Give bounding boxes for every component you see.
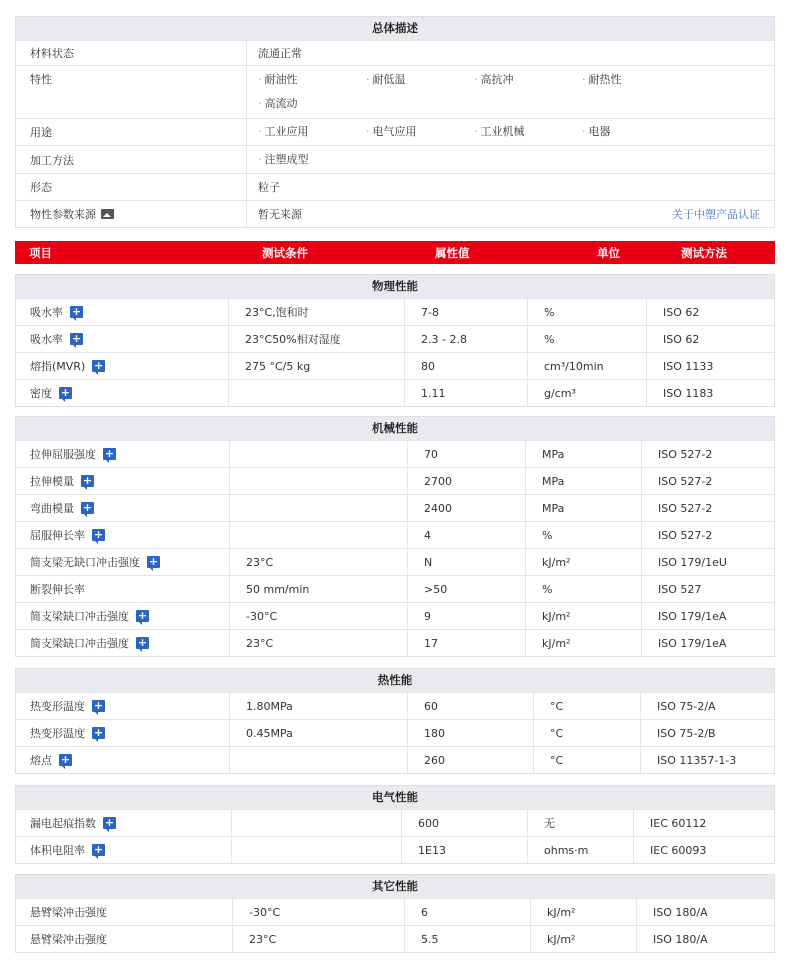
column-header-condition: 测试条件 bbox=[262, 245, 308, 260]
method-text: ISO 1133 bbox=[663, 359, 714, 373]
cell-unit bbox=[533, 720, 640, 746]
unit-text: °C bbox=[550, 726, 564, 740]
condition-text: 23°C50%相对湿度 bbox=[245, 333, 341, 346]
expand-plus-icon[interactable]: + bbox=[60, 386, 71, 399]
cell-method bbox=[641, 468, 774, 494]
item-text: 拉伸模量 bbox=[30, 475, 74, 488]
cell-condition bbox=[229, 441, 407, 467]
item-text: 体积电阻率 bbox=[30, 844, 85, 857]
property-row bbox=[16, 521, 774, 548]
cell-condition bbox=[228, 380, 404, 406]
value-text: 60 bbox=[424, 699, 438, 713]
overview-label: 用途 bbox=[16, 119, 247, 145]
section-physical bbox=[15, 274, 775, 407]
cell-unit bbox=[525, 495, 641, 521]
item-text: 简支梁缺口冲击强度 bbox=[30, 637, 129, 650]
method-text: ISO 180/A bbox=[653, 932, 708, 946]
cell-item bbox=[16, 810, 231, 836]
overview-row-uses bbox=[16, 118, 774, 145]
value-text: 5.5 bbox=[421, 932, 439, 946]
cell-item bbox=[16, 693, 229, 719]
section-title: 机械性能 bbox=[16, 417, 774, 440]
value-text: 9 bbox=[424, 609, 431, 623]
condition-text: 1.80MPa bbox=[246, 699, 293, 713]
cell-value bbox=[407, 549, 525, 575]
feature-tag: · 耐低温 bbox=[366, 68, 474, 92]
section-title: 电气性能 bbox=[16, 786, 774, 809]
cell-condition bbox=[229, 468, 407, 494]
value-text: 17 bbox=[424, 636, 438, 650]
processing-list bbox=[258, 148, 690, 172]
property-row bbox=[16, 836, 774, 863]
overview-label: 物性参数来源 bbox=[30, 208, 96, 221]
cell-method bbox=[640, 693, 774, 719]
cell-condition bbox=[229, 630, 407, 656]
overview-title: 总体描述 bbox=[16, 17, 774, 40]
method-text: ISO 179/1eU bbox=[658, 555, 727, 569]
cell-value bbox=[404, 353, 527, 379]
expand-plus-icon[interactable]: + bbox=[82, 474, 93, 487]
property-row bbox=[16, 575, 774, 602]
property-row bbox=[16, 548, 774, 575]
unit-text: g/cm³ bbox=[544, 386, 576, 400]
cell-method bbox=[641, 522, 774, 548]
cell-value bbox=[407, 522, 525, 548]
cell-condition bbox=[228, 353, 404, 379]
feature-tag: · 耐油性 bbox=[258, 68, 366, 92]
value-text: 4 bbox=[424, 528, 431, 542]
item-text: 吸水率 bbox=[30, 333, 63, 346]
item-text: 热变形温度 bbox=[30, 700, 85, 713]
overview-value: 粒子 bbox=[258, 181, 280, 194]
method-text: ISO 527-2 bbox=[658, 474, 713, 488]
cell-condition bbox=[228, 299, 404, 325]
condition-text: 50 mm/min bbox=[246, 582, 310, 596]
item-text: 拉伸屈服强度 bbox=[30, 448, 96, 461]
property-row bbox=[16, 467, 774, 494]
overview-row-processing bbox=[16, 145, 774, 173]
value-text: >50 bbox=[424, 582, 448, 596]
cell-value bbox=[404, 299, 527, 325]
cell-item bbox=[16, 468, 229, 494]
overview-label: 加工方法 bbox=[16, 146, 247, 173]
cell-method bbox=[640, 720, 774, 746]
condition-text: 0.45MPa bbox=[246, 726, 293, 740]
value-text: 260 bbox=[424, 753, 445, 767]
cell-item bbox=[16, 380, 228, 406]
method-text: ISO 527-2 bbox=[658, 447, 713, 461]
condition-text: -30°C bbox=[249, 905, 281, 919]
cell-condition bbox=[229, 720, 407, 746]
item-text: 屈服伸长率 bbox=[30, 529, 85, 542]
expand-plus-icon[interactable]: + bbox=[71, 305, 82, 318]
cell-unit bbox=[525, 549, 641, 575]
expand-plus-icon[interactable]: + bbox=[60, 753, 71, 766]
overview-label: 特性 bbox=[16, 66, 247, 118]
cell-value bbox=[407, 576, 525, 602]
section-thermal bbox=[15, 668, 775, 774]
unit-text: ohms·m bbox=[544, 843, 589, 857]
cell-method bbox=[633, 837, 774, 863]
cell-method bbox=[646, 326, 774, 352]
feature-tag: · 高流动 bbox=[258, 92, 366, 116]
cell-condition bbox=[232, 899, 404, 925]
cell-unit bbox=[525, 441, 641, 467]
expand-plus-icon[interactable]: + bbox=[71, 332, 82, 345]
overview-section bbox=[15, 16, 775, 228]
section-title: 其它性能 bbox=[16, 875, 774, 898]
item-text: 断裂伸长率 bbox=[30, 583, 85, 596]
features-list bbox=[258, 68, 690, 116]
property-row bbox=[16, 746, 774, 773]
cell-method bbox=[641, 576, 774, 602]
item-text: 熔指(MVR) bbox=[30, 360, 86, 373]
cell-method bbox=[641, 495, 774, 521]
column-header-unit: 单位 bbox=[597, 245, 620, 260]
method-text: ISO 1183 bbox=[663, 386, 714, 400]
expand-plus-icon[interactable]: + bbox=[104, 447, 115, 460]
cell-item bbox=[16, 837, 231, 863]
cell-item bbox=[16, 720, 229, 746]
cell-value bbox=[407, 603, 525, 629]
property-row bbox=[16, 719, 774, 746]
value-text: 1E13 bbox=[418, 843, 446, 857]
cell-value bbox=[407, 468, 525, 494]
unit-text: % bbox=[542, 582, 553, 596]
use-tag: · 电器 bbox=[582, 120, 690, 144]
cell-unit bbox=[525, 630, 641, 656]
cell-condition bbox=[229, 522, 407, 548]
property-row bbox=[16, 325, 774, 352]
overview-label: 形态 bbox=[16, 174, 247, 200]
cell-method bbox=[641, 441, 774, 467]
cell-method bbox=[641, 549, 774, 575]
cell-item bbox=[16, 441, 229, 467]
column-header-value: 属性值 bbox=[435, 245, 470, 260]
unit-text: °C bbox=[550, 699, 564, 713]
method-text: ISO 75-2/B bbox=[657, 726, 716, 740]
overview-label: 材料状态 bbox=[16, 41, 247, 65]
method-text: ISO 180/A bbox=[653, 905, 708, 919]
cell-value bbox=[404, 926, 530, 952]
cell-method bbox=[646, 380, 774, 406]
unit-text: 无 bbox=[544, 817, 555, 830]
item-text: 热变形温度 bbox=[30, 727, 85, 740]
cell-unit bbox=[530, 899, 636, 925]
item-text: 简支梁缺口冲击强度 bbox=[30, 610, 129, 623]
cell-condition bbox=[229, 693, 407, 719]
cell-value bbox=[404, 899, 530, 925]
cell-value bbox=[407, 630, 525, 656]
value-text: 70 bbox=[424, 447, 438, 461]
cell-value bbox=[407, 720, 533, 746]
expand-plus-icon[interactable]: + bbox=[93, 528, 104, 541]
property-row bbox=[16, 898, 774, 925]
cell-unit bbox=[533, 747, 640, 773]
expand-plus-icon[interactable]: + bbox=[137, 609, 148, 622]
cell-condition bbox=[229, 603, 407, 629]
method-text: IEC 60093 bbox=[650, 843, 707, 857]
method-text: ISO 179/1eA bbox=[658, 636, 727, 650]
cell-condition bbox=[229, 576, 407, 602]
expand-plus-icon[interactable]: + bbox=[93, 699, 104, 712]
section-other bbox=[15, 874, 775, 953]
cell-method bbox=[633, 810, 774, 836]
property-row bbox=[16, 629, 774, 656]
use-tag: · 工业应用 bbox=[258, 120, 366, 144]
expand-plus-icon[interactable]: + bbox=[94, 359, 104, 372]
cell-method bbox=[640, 747, 774, 773]
overview-row-features bbox=[16, 65, 774, 118]
method-text: ISO 527-2 bbox=[658, 501, 713, 515]
unit-text: °C bbox=[550, 753, 564, 767]
method-text: ISO 62 bbox=[663, 332, 700, 346]
section-mechanical bbox=[15, 416, 775, 657]
overview-value: 暂无来源 bbox=[258, 208, 302, 221]
cell-value bbox=[404, 326, 527, 352]
cell-method bbox=[646, 353, 774, 379]
section-title: 热性能 bbox=[16, 669, 774, 692]
cell-method bbox=[646, 299, 774, 325]
item-text: 密度 bbox=[30, 387, 52, 400]
unit-text: cm³/10min bbox=[544, 359, 604, 373]
item-text: 悬臂梁冲击强度 bbox=[30, 906, 107, 919]
cell-value bbox=[407, 747, 533, 773]
cell-condition bbox=[231, 837, 401, 863]
value-text: N bbox=[424, 555, 433, 569]
cell-unit bbox=[527, 810, 633, 836]
condition-text: 275 °C/5 kg bbox=[245, 359, 311, 373]
section-title: 物理性能 bbox=[16, 275, 774, 298]
property-row bbox=[16, 379, 774, 406]
cell-item bbox=[16, 747, 229, 773]
cell-item bbox=[16, 576, 229, 602]
cell-value bbox=[407, 693, 533, 719]
feature-tag: · 耐热性 bbox=[582, 68, 690, 92]
property-row bbox=[16, 925, 774, 952]
overview-row-source bbox=[16, 200, 774, 227]
cell-method bbox=[641, 630, 774, 656]
cell-unit bbox=[527, 353, 646, 379]
property-row bbox=[16, 809, 774, 836]
cell-value bbox=[404, 380, 527, 406]
item-text: 弯曲模量 bbox=[30, 502, 74, 515]
value-text: 180 bbox=[424, 726, 445, 740]
cell-item bbox=[16, 522, 229, 548]
expand-plus-icon[interactable]: + bbox=[93, 843, 104, 856]
cell-item bbox=[16, 603, 229, 629]
feature-tag: · 高抗冲 bbox=[474, 68, 582, 92]
property-row bbox=[16, 494, 774, 521]
cell-condition bbox=[231, 810, 401, 836]
cell-method bbox=[636, 899, 774, 925]
use-tag: · 电气应用 bbox=[366, 120, 474, 144]
cell-item bbox=[16, 299, 228, 325]
condition-text: 23°C bbox=[246, 636, 274, 650]
method-text: ISO 11357-1-3 bbox=[657, 753, 737, 767]
uses-list bbox=[258, 120, 690, 144]
property-table-header bbox=[15, 241, 775, 264]
overview-value: 流通正常 bbox=[258, 47, 302, 60]
item-text: 漏电起痕指数 bbox=[30, 817, 96, 830]
cell-unit bbox=[527, 299, 646, 325]
unit-text: MPa bbox=[542, 501, 565, 515]
value-text: 1.11 bbox=[421, 386, 446, 400]
method-text: IEC 60112 bbox=[650, 816, 707, 830]
overview-row-form bbox=[16, 173, 774, 200]
overview-row-state bbox=[16, 40, 774, 65]
cell-condition bbox=[232, 926, 404, 952]
cell-unit bbox=[525, 468, 641, 494]
property-row bbox=[16, 298, 774, 325]
method-text: ISO 527 bbox=[658, 582, 702, 596]
processing-tag: · 注塑成型 bbox=[258, 148, 366, 172]
cell-unit bbox=[525, 522, 641, 548]
cell-unit bbox=[525, 603, 641, 629]
unit-text: % bbox=[544, 332, 555, 346]
cell-unit bbox=[527, 326, 646, 352]
cell-value bbox=[407, 441, 525, 467]
method-text: ISO 527-2 bbox=[658, 528, 713, 542]
condition-text: 23°C bbox=[249, 932, 277, 946]
unit-text: % bbox=[542, 528, 553, 542]
value-text: 2700 bbox=[424, 474, 452, 488]
cell-unit bbox=[530, 926, 636, 952]
property-row bbox=[16, 602, 774, 629]
cell-condition bbox=[229, 495, 407, 521]
condition-text: -30°C bbox=[246, 609, 278, 623]
cell-value bbox=[401, 837, 527, 863]
unit-text: kJ/m² bbox=[547, 932, 576, 946]
item-text: 悬臂梁冲击强度 bbox=[30, 933, 107, 946]
cell-unit bbox=[527, 837, 633, 863]
expand-plus-icon[interactable]: + bbox=[104, 816, 115, 829]
property-row bbox=[16, 692, 774, 719]
section-electrical bbox=[15, 785, 775, 864]
unit-text: kJ/m² bbox=[542, 609, 571, 623]
cell-condition bbox=[228, 326, 404, 352]
cell-condition bbox=[229, 747, 407, 773]
unit-text: MPa bbox=[542, 474, 565, 488]
expand-plus-icon[interactable]: + bbox=[93, 726, 104, 739]
expand-plus-icon[interactable]: + bbox=[82, 501, 93, 514]
value-text: 2.3 - 2.8 bbox=[421, 332, 467, 346]
cell-item bbox=[16, 630, 229, 656]
property-row bbox=[16, 352, 774, 379]
method-text: ISO 179/1eA bbox=[658, 609, 727, 623]
item-text: 熔点 bbox=[30, 754, 52, 767]
unit-text: kJ/m² bbox=[542, 555, 571, 569]
property-row bbox=[16, 440, 774, 467]
use-tag: · 工业机械 bbox=[474, 120, 582, 144]
condition-text: 23°C bbox=[246, 555, 274, 569]
cell-item bbox=[16, 926, 232, 952]
cell-item bbox=[16, 549, 229, 575]
value-text: 2400 bbox=[424, 501, 452, 515]
cell-condition bbox=[229, 549, 407, 575]
cell-method bbox=[636, 926, 774, 952]
unit-text: kJ/m² bbox=[547, 905, 576, 919]
condition-text: 23°C,饱和时 bbox=[245, 306, 309, 319]
cell-unit bbox=[527, 380, 646, 406]
cell-item bbox=[16, 495, 229, 521]
expand-plus-icon[interactable]: + bbox=[137, 636, 148, 649]
item-text: 简支梁无缺口冲击强度 bbox=[30, 556, 140, 569]
value-text: 6 bbox=[421, 905, 428, 919]
cell-value bbox=[407, 495, 525, 521]
item-text: 吸水率 bbox=[30, 306, 63, 319]
value-text: 7-8 bbox=[421, 305, 439, 319]
expand-plus-icon[interactable]: + bbox=[148, 555, 159, 568]
column-header-method: 测试方法 bbox=[681, 245, 727, 260]
cell-item bbox=[16, 353, 228, 379]
cell-item bbox=[16, 899, 232, 925]
cell-method bbox=[641, 603, 774, 629]
cell-unit bbox=[525, 576, 641, 602]
unit-text: MPa bbox=[542, 447, 565, 461]
method-text: ISO 62 bbox=[663, 305, 700, 319]
cell-value bbox=[401, 810, 527, 836]
image-icon[interactable] bbox=[101, 209, 114, 219]
value-text: 80 bbox=[421, 359, 435, 373]
unit-text: % bbox=[544, 305, 555, 319]
certification-link[interactable]: 关于中塑产品认证 bbox=[672, 208, 760, 221]
value-text: 600 bbox=[418, 816, 439, 830]
unit-text: kJ/m² bbox=[542, 636, 571, 650]
method-text: ISO 75-2/A bbox=[657, 699, 716, 713]
column-header-item: 项目 bbox=[29, 245, 52, 260]
cell-item bbox=[16, 326, 228, 352]
cell-unit bbox=[533, 693, 640, 719]
